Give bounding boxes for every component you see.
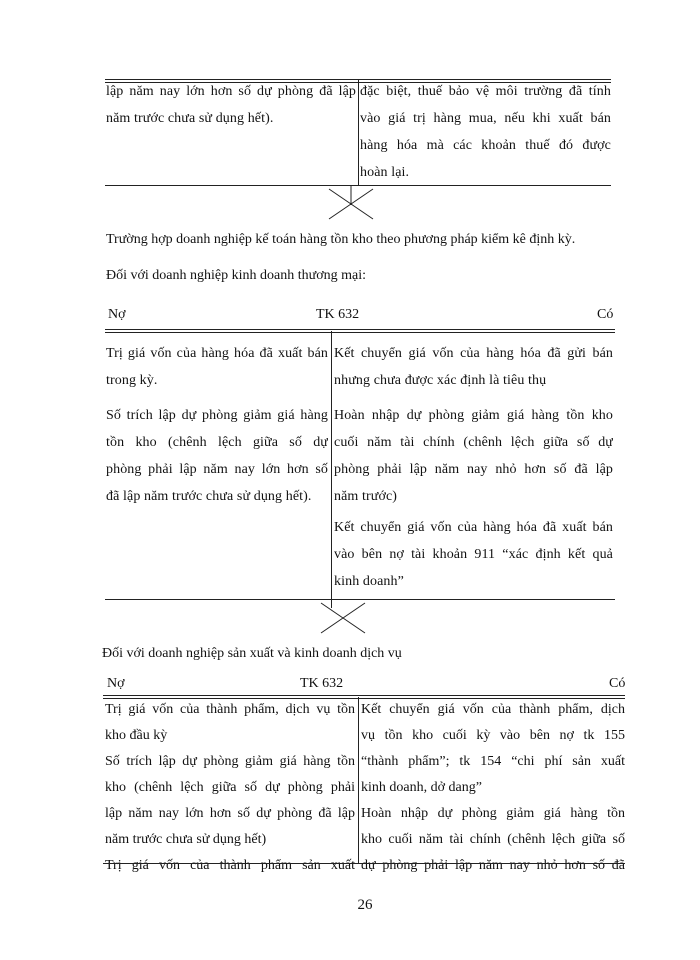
table3-right-line: Kết chuyển giá vốn của thành phẩm, dịch [361, 702, 625, 717]
table3-left-column [105, 697, 355, 879]
table1-left-line: lập năm nay lớn hơn số dự phòng đã lập [106, 84, 356, 99]
table1-cross-mark [326, 186, 376, 222]
table2-right-line: Kết chuyển giá vốn của hàng hóa đã gửi bán [334, 346, 613, 361]
page-number: 26 [357, 897, 373, 913]
table3-right-line: Hoàn nhập dự phòng giảm giá hàng tồn [361, 806, 625, 821]
table3-right-line: dự phòng phải lập năm nay nhỏ hơn số đã [361, 858, 625, 873]
table2-right-line: Kết chuyển giá vốn của hàng hóa đã xuất bán [334, 520, 613, 535]
table2-right-line: Hoàn nhập dự phòng giảm giá hàng tồn kho [334, 408, 613, 423]
table2-left-line: đã lập năm trước chưa sử dụng hết). [106, 489, 312, 504]
table3-left-line: kho đầu kỳ [105, 728, 168, 743]
table3-left-line: Trị giá vốn của thành phẩm, dịch vụ tồn [105, 702, 355, 717]
table3-left-line: kho (chênh lệch giữa số dự phòng phải [105, 780, 355, 795]
table1-right-column [360, 78, 611, 186]
table2-cross-mark [318, 600, 368, 636]
table2-right-line: phòng phải lập năm nay nhỏ hơn số đã lập [334, 462, 613, 477]
table2-right-line: cuối năm tài chính (chênh lệch giữa số dự [334, 435, 613, 450]
paragraph-periodic-inventory: Trường hợp doanh nghiệp kế toán hàng tồn kho theo phương pháp kiểm kê định kỳ. [106, 232, 576, 247]
table3-header-debit: Nợ [107, 676, 125, 691]
table2-right-block-2 [334, 402, 613, 510]
table2-right-line: vào bên nợ tài khoản 911 “xác định kết quả [334, 547, 613, 562]
table3-left-line: Số trích lập dự phòng giảm giá hàng tồn [105, 754, 355, 769]
table1-right-line: đặc biệt, thuế bảo vệ môi trường đã tính [360, 84, 611, 99]
table1-right-line: hoàn lại. [360, 165, 410, 180]
table3-left-line: lập năm nay lớn hơn số dự phòng đã lập [105, 806, 355, 821]
table1-left-column [106, 78, 356, 132]
table3-right-line: vụ tồn kho cuối kỳ vào bên nợ tk 155 [361, 728, 625, 743]
table3-divider [358, 697, 359, 863]
table2-right-block-3 [334, 514, 613, 595]
table2-left-line: tồn kho (chênh lệch giữa số dự [106, 435, 328, 450]
table2-left-line: trong kỳ. [106, 373, 158, 388]
table3-left-line: Trị giá vốn của thành phẩm sản xuất [105, 858, 355, 873]
paragraph-production-business: Đối với doanh nghiệp sản xuất và kinh doanh dịch vụ [102, 646, 402, 661]
table3-header-credit: Có [609, 676, 626, 691]
table2-left-line: phòng phải lập năm nay lớn hơn số [106, 462, 328, 477]
table2-right-line: kinh doanh” [334, 574, 404, 589]
paragraph-trading-business: Đối với doanh nghiệp kinh doanh thương mại: [106, 268, 366, 283]
table2-header-border [105, 329, 615, 333]
table3-header-account: TK 632 [300, 676, 344, 691]
table1-divider [358, 80, 359, 186]
table2-header-account: TK 632 [316, 307, 360, 322]
table3-right-line: “thành phẩm”; tk 154 “chi phí sản xuất [361, 754, 625, 769]
table2-left-block-2 [106, 402, 328, 510]
table1-right-line: hàng hóa mà các khoản thuế đó được [360, 138, 611, 153]
table3-right-column [361, 697, 625, 879]
table2-left-line: Trị giá vốn của hàng hóa đã xuất bán [106, 346, 328, 361]
table2-left-line: Số trích lập dự phòng giảm giá hàng [106, 408, 328, 423]
table1-right-line: vào giá trị hàng mua, nếu khi xuất bán [360, 111, 611, 126]
table2-header-debit: Nợ [108, 307, 126, 322]
table3-right-line: kho cuối năm tài chính (chênh lệch giữa số [361, 832, 625, 847]
table2-left-block-1 [106, 340, 328, 394]
table2-header-credit: Có [597, 307, 614, 322]
table3-right-line: kinh doanh, dở dang” [361, 780, 482, 795]
table2-right-block-1 [334, 340, 613, 394]
table2-right-line: nhưng chưa được xác định là tiêu thụ [334, 373, 547, 388]
table2-divider [331, 331, 332, 608]
table3-bottom-border [103, 863, 625, 864]
table3-left-line: năm trước chưa sử dụng hết) [105, 832, 267, 847]
table1-left-line: năm trước chưa sử dụng hết). [106, 111, 274, 126]
table2-right-line: năm trước) [334, 489, 398, 504]
